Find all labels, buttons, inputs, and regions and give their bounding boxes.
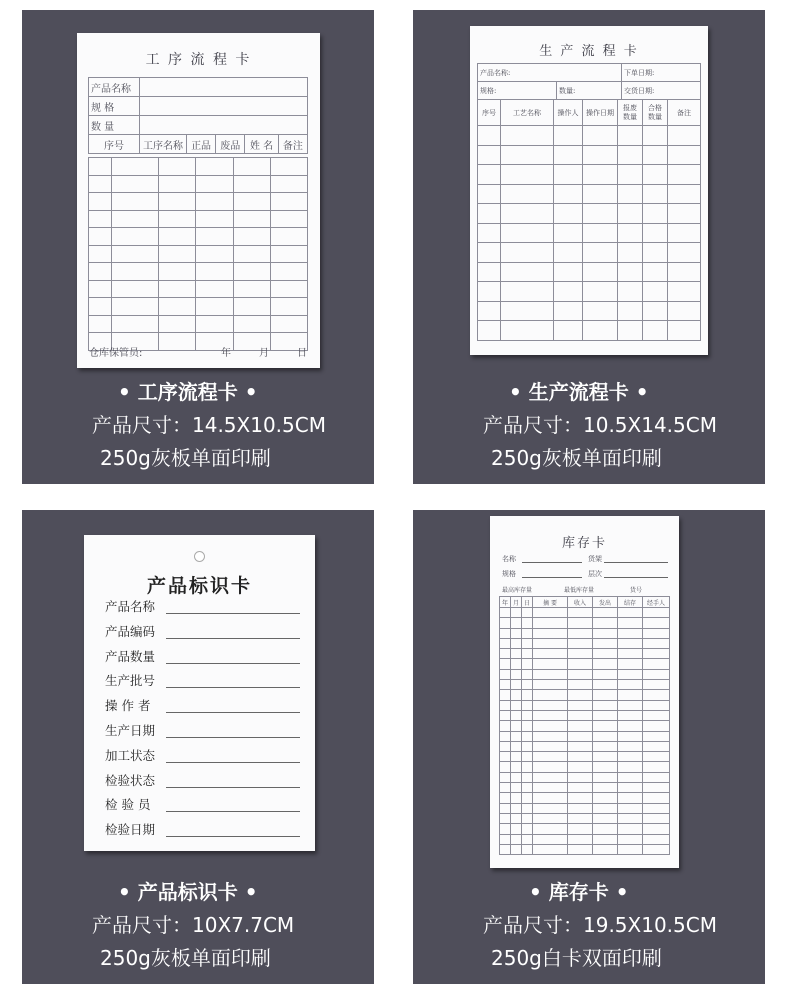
identification-card-image — [84, 535, 315, 851]
table-row — [500, 834, 670, 844]
column-header: 摘 要 — [533, 597, 568, 608]
field-line — [166, 638, 300, 639]
header-field: 最低库存量 — [564, 587, 595, 594]
column-header: 合格 数量 — [643, 100, 668, 126]
field-label: 加工状态 — [105, 747, 156, 763]
header-field: 数量: — [557, 82, 622, 100]
caption-material: 250g灰板单面印刷 — [100, 946, 271, 970]
table-row — [500, 608, 670, 618]
production-card-header — [477, 63, 701, 100]
header-field: 规格: — [478, 82, 557, 100]
caption-material: 250g灰板单面印刷 — [491, 446, 662, 470]
process-card-table — [88, 77, 308, 154]
column-header: 工艺名称 — [501, 100, 554, 126]
field-label: 生产日期 — [105, 723, 156, 738]
field-line — [166, 836, 300, 837]
table-row — [500, 793, 670, 803]
table-row — [478, 321, 701, 341]
table-row — [89, 193, 308, 211]
inventory-card-table — [499, 596, 670, 855]
column-header: 发出 — [593, 597, 618, 608]
field-line — [166, 737, 300, 738]
header-field: 名称 — [502, 555, 516, 563]
table-row — [89, 228, 308, 246]
production-card-image — [470, 26, 708, 355]
column-header: 姓 名 — [245, 135, 279, 154]
table-row — [478, 243, 701, 263]
header-field: 产品名称: — [480, 68, 511, 77]
table-row — [89, 245, 308, 263]
column-header: 正品 — [187, 135, 216, 154]
table-row — [500, 618, 670, 628]
column-header: 收入 — [568, 597, 593, 608]
keeper-label: 仓库保管员: — [89, 348, 143, 359]
table-row — [478, 145, 701, 165]
field-line — [166, 613, 300, 614]
table-row — [500, 690, 670, 700]
field-line — [166, 811, 300, 812]
table-row — [500, 844, 670, 854]
field-line — [166, 762, 300, 763]
header-field: 最高库存量 — [502, 587, 533, 594]
header-field: 交货日期: — [622, 82, 701, 100]
field-label: 操 作 者 — [105, 698, 151, 714]
table-row — [478, 184, 701, 204]
field-label: 检验日期 — [105, 822, 156, 838]
header-field: 货号 — [630, 587, 643, 594]
caption-title: • 产品标识卡 • — [118, 880, 258, 904]
field-line — [166, 663, 300, 664]
hang-hole — [194, 551, 205, 562]
table-row — [500, 628, 670, 638]
product-panel-production-card — [413, 10, 765, 484]
column-header: 备注 — [278, 135, 307, 154]
caption-size: 产品尺寸：19.5X10.5CM — [483, 913, 717, 937]
table-row — [500, 710, 670, 720]
table-row — [500, 700, 670, 710]
header-label: 产品名称 — [89, 78, 140, 97]
field-label: 检验状态 — [105, 772, 156, 788]
table-row — [89, 175, 308, 193]
table-row — [500, 762, 670, 772]
table-row — [500, 669, 670, 679]
date-col: 年 — [500, 597, 511, 608]
product-panel-process-card — [22, 10, 374, 484]
production-card-table — [477, 99, 701, 341]
column-header: 报废 数量 — [618, 100, 643, 126]
table-row — [500, 752, 670, 762]
table-row — [89, 315, 308, 333]
table-row — [89, 210, 308, 228]
product-panel-inventory-card — [413, 510, 765, 984]
caption-title: • 工序流程卡 • — [118, 380, 258, 404]
table-row — [500, 649, 670, 659]
table-row — [478, 282, 701, 302]
table-row — [500, 659, 670, 669]
table-row — [478, 165, 701, 185]
card-title: 工 序 流 程 卡 — [145, 52, 252, 68]
table-row — [500, 741, 670, 751]
day-label: 日 — [297, 348, 307, 359]
header-field: 下单日期: — [622, 64, 701, 82]
caption-title: • 库存卡 • — [529, 880, 629, 904]
column-header: 结存 — [618, 597, 643, 608]
caption-title: • 生产流程卡 • — [509, 380, 649, 404]
card-title: 产品标识卡 — [146, 575, 252, 597]
table-row — [500, 783, 670, 793]
caption-material: 250g灰板单面印刷 — [100, 446, 271, 470]
header-label: 规 格 — [89, 97, 140, 116]
table-row — [500, 824, 670, 834]
table-row — [500, 772, 670, 782]
process-card-body — [88, 157, 308, 351]
field-label: 产品名称 — [105, 599, 156, 614]
table-row — [478, 262, 701, 282]
table-row — [500, 813, 670, 823]
table-row — [89, 280, 308, 298]
header-field: 规格 — [502, 570, 516, 578]
year-label: 年 — [221, 348, 231, 359]
card-title: 库存卡 — [561, 536, 607, 551]
inventory-card-image — [490, 516, 679, 868]
field-label: 生产批号 — [105, 673, 156, 689]
table-row — [500, 638, 670, 648]
table-row — [89, 298, 308, 316]
column-header: 序号 — [89, 135, 140, 154]
table-row — [500, 680, 670, 690]
field-label: 产品编码 — [105, 623, 156, 639]
column-header: 备注 — [668, 100, 701, 126]
table-row — [500, 721, 670, 731]
date-col: 月 — [511, 597, 522, 608]
date-col: 日 — [522, 597, 533, 608]
field-line — [166, 712, 300, 713]
table-row — [89, 263, 308, 281]
field-label: 产品数量 — [105, 648, 156, 664]
product-panel-identification-card — [22, 510, 374, 984]
field-line — [166, 787, 300, 788]
caption-material: 250g白卡双面印刷 — [491, 946, 662, 970]
table-row — [478, 126, 701, 146]
header-field: 货架 — [588, 555, 602, 563]
table-row — [478, 301, 701, 321]
table-row — [89, 158, 308, 176]
table-row — [478, 204, 701, 224]
header-field: 层次 — [588, 570, 602, 578]
column-header: 废品 — [216, 135, 245, 154]
column-header: 序号 — [478, 100, 501, 126]
caption-size: 产品尺寸：14.5X10.5CM — [92, 413, 326, 437]
column-header: 经手人 — [643, 597, 670, 608]
field-label: 检 验 员 — [105, 797, 151, 813]
table-row — [500, 731, 670, 741]
column-header: 操作人 — [554, 100, 583, 126]
caption-size: 产品尺寸：10.5X14.5CM — [483, 413, 717, 437]
process-card-image — [77, 33, 320, 368]
column-header: 操作日期 — [583, 100, 618, 126]
column-header: 工序名称 — [140, 135, 187, 154]
caption-size: 产品尺寸：10X7.7CM — [92, 913, 295, 937]
header-label: 数 量 — [89, 116, 140, 135]
table-row — [478, 223, 701, 243]
month-label: 月 — [259, 348, 269, 359]
table-row — [500, 803, 670, 813]
field-line — [166, 687, 300, 688]
card-title: 生 产 流 程 卡 — [539, 44, 639, 59]
